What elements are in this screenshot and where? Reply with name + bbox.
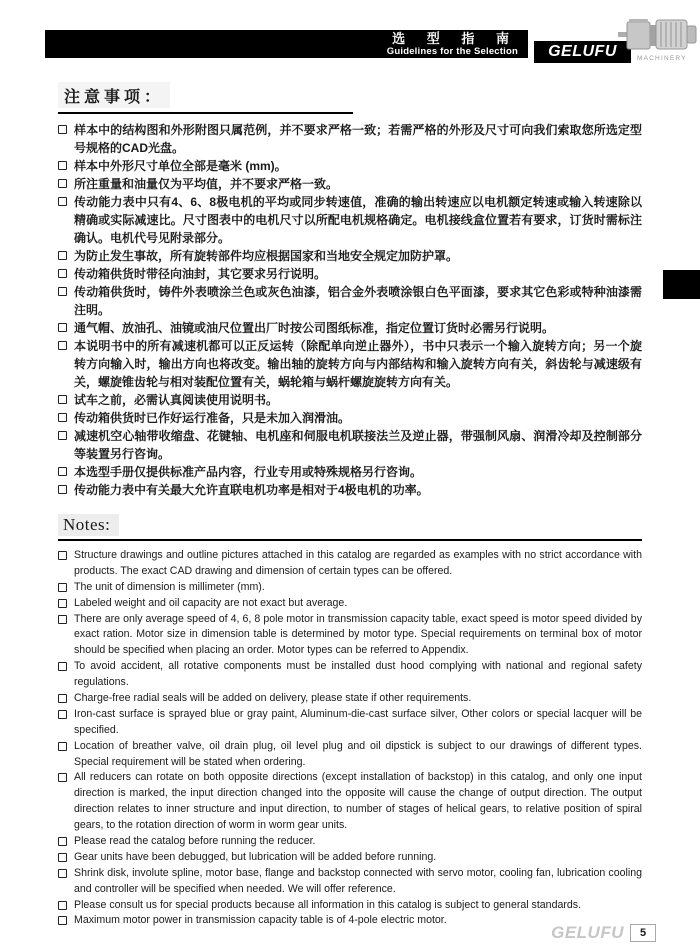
checkbox-bullet-icon — [58, 269, 67, 278]
note-item-cn — [58, 409, 642, 427]
note-item-en-text: Shrink disk, involute spline, motor base, flange and backstop connected with servo motor, cooling fan, lubrication cooling and controller will be specified when needed. We will offer reference. — [74, 866, 642, 895]
note-item-cn-text: 传动箱供货时，铸件外表喷涂兰色或灰色油漆，铝合金外表喷涂银白色平面漆，要求其它色彩或特种油漆需注明。 — [74, 285, 642, 317]
note-item-cn — [58, 193, 642, 247]
note-item-en — [58, 770, 642, 834]
note-item-cn-text: 传动能力表中只有4、6、8极电机的平均或同步转速值，准确的输出转速应以电机额定转速或输入转速除以精确或实际减速比。尺寸图表中的电机尺寸以所配电机规格确定。电机接线盒位置若有要求，订货时需标注确认。电机代号见附录部分。 — [74, 195, 642, 245]
note-item-en — [58, 850, 642, 866]
checkbox-bullet-icon — [58, 251, 67, 260]
note-item-cn — [58, 247, 642, 265]
page-edge-tab — [663, 270, 700, 299]
note-item-cn — [58, 337, 642, 391]
note-item-cn — [58, 121, 642, 157]
checkbox-bullet-icon — [58, 916, 67, 925]
checkbox-bullet-icon — [58, 431, 67, 440]
note-item-en-text: There are only average speed of 4, 6, 8 pole motor in transmission capacity table, exact speed is motor speed divided by exact ration. Motor size in dimension table is determined by motor type. Special requirements on terminal box of motor should be specified when placing an order. Motor types can be referred to Appendix. — [74, 612, 642, 657]
checkbox-bullet-icon — [58, 161, 67, 170]
checkbox-bullet-icon — [58, 853, 67, 862]
note-item-cn-text: 传动箱供货时带径向油封，其它要求另行说明。 — [74, 267, 327, 281]
checkbox-bullet-icon — [58, 583, 67, 592]
note-item-en-text: Structure drawings and outline pictures attached in this catalog are regarded as examples with no strict accordance with products. The exact CAD drawing and dimension of certain types can be offered. — [74, 549, 642, 577]
note-item-en-text: Labeled weight and oil capacity are not exact but average. — [74, 596, 348, 609]
note-item-cn-text: 试车之前，必需认真阅读使用说明书。 — [74, 393, 279, 407]
note-item-en — [58, 659, 642, 691]
checkbox-bullet-icon — [58, 901, 67, 910]
header-title-en: Guidelines for the Selection — [386, 46, 518, 57]
checkbox-bullet-icon — [58, 197, 67, 206]
note-item-cn-text: 传动箱供货时已作好运行准备，只是未加入润滑油。 — [74, 411, 351, 425]
checkbox-bullet-icon — [58, 742, 67, 751]
note-item-en-text: The unit of dimension is millimeter (mm). — [74, 580, 265, 593]
note-item-en — [58, 612, 642, 660]
checkbox-bullet-icon — [58, 773, 67, 782]
note-item-en — [58, 596, 642, 612]
checkbox-bullet-icon — [58, 125, 67, 134]
note-item-en — [58, 691, 642, 707]
note-item-en — [58, 548, 642, 580]
section-title-cn-rule — [58, 82, 353, 114]
page-footer — [551, 923, 656, 943]
notes-list-cn — [58, 121, 642, 499]
note-item-cn-text: 样本中的结构图和外形附图只属范例，并不要求严格一致；若需严格的外形及尺寸可向我们索取您所选定型号规格的CAD光盘。 — [74, 123, 642, 155]
note-item-en — [58, 580, 642, 596]
checkbox-bullet-icon — [58, 662, 67, 671]
note-item-en-text: Location of breather valve, oil drain plug, oil level plug and oil dipstick is subject to our drawings of different types. Special requirement will be stated when ordering. — [74, 739, 642, 768]
checkbox-bullet-icon — [58, 837, 67, 846]
footer-brand-logo: GELUFU — [551, 923, 624, 942]
checkbox-bullet-icon — [58, 485, 67, 494]
checkbox-bullet-icon — [58, 599, 67, 608]
note-item-cn — [58, 265, 642, 283]
note-item-cn-text: 减速机空心轴带收缩盘、花键轴、电机座和伺服电机联接法兰及逆止器，带强制风扇、润滑冷却及控制部分等装置另行咨询。 — [74, 429, 642, 461]
note-item-en-text: All reducers can rotate on both opposite directions (except installation of backstop) in this catalog, and only one input direction is marked, the input direction changed into the opposite will cause the change of output direction. The output direction relates to inner structure and input direction, to number of stages of helical gears, to relative position of spiral gears, to the rotation direction of worm in worm gear units. — [74, 771, 642, 832]
note-item-cn-text: 传动能力表中有关最大允许直联电机功率是相对于4极电机的功率。 — [74, 483, 429, 497]
note-item-cn — [58, 175, 642, 193]
checkbox-bullet-icon — [58, 869, 67, 878]
note-item-cn — [58, 157, 642, 175]
gear-motor-image — [616, 13, 700, 57]
note-item-cn-text: 本选型手册仅提供标准产品内容，行业专用或特殊规格另行咨询。 — [74, 465, 423, 479]
checkbox-bullet-icon — [58, 179, 67, 188]
checkbox-bullet-icon — [58, 615, 67, 624]
note-item-cn — [58, 283, 642, 319]
page-number: 5 — [630, 924, 656, 942]
note-item-cn — [58, 463, 642, 481]
note-item-cn — [58, 319, 642, 337]
header-title-cn: 选 型 指 南 — [392, 31, 518, 46]
note-item-cn — [58, 427, 642, 463]
note-item-en — [58, 898, 642, 914]
section-title-cn: 注意事项： — [58, 82, 170, 108]
note-item-en-text: Maximum motor power in transmission capacity table is of 4-pole electric motor. — [74, 914, 447, 927]
note-item-en-text: Gear units have been debugged, but lubrication will be added before running. — [74, 850, 437, 863]
note-item-en — [58, 834, 642, 850]
checkbox-bullet-icon — [58, 467, 67, 476]
note-item-cn — [58, 481, 642, 499]
brand-logo-text: GELUFU — [548, 43, 617, 60]
note-item-en — [58, 866, 642, 898]
note-item-en-text: Please read the catalog before running the reducer. — [74, 835, 316, 848]
notes-list-en — [58, 548, 642, 929]
note-item-cn-text: 本说明书中的所有减速机都可以正反运转（除配单向逆止器外），书中只表示一个输入旋转方向；另一个旋转方向输入时，输出方向也将改变。输出轴的旋转方向与内部结构和输入旋转方向有关，斜齿轮与减速级有关，螺旋锥齿轮与相对装配位置有关，蜗轮箱与蜗杆螺旋旋转方向有关。 — [74, 339, 642, 389]
checkbox-bullet-icon — [58, 413, 67, 422]
note-item-cn — [58, 391, 642, 409]
note-item-cn-text: 所注重量和油量仅为平均值，并不要求严格一致。 — [74, 177, 339, 191]
note-item-en-text: Please consult us for special products because all information in this catalog is subject to general standards. — [74, 898, 582, 911]
header-title-bar — [45, 30, 528, 58]
checkbox-bullet-icon — [58, 694, 67, 703]
note-item-cn-text: 为防止发生事故，所有旋转部件均应根据国家和当地安全规定加防护罩。 — [74, 249, 459, 263]
note-item-en-text: Charge-free radial seals will be added on delivery, please state if other requirements. — [74, 692, 472, 705]
note-item-en — [58, 739, 642, 771]
checkbox-bullet-icon — [58, 710, 67, 719]
note-item-en — [58, 707, 642, 739]
section-title-en-rule — [58, 514, 642, 541]
note-item-cn-text: 样本中外形尺寸单位全部是毫米 (mm)。 — [74, 159, 287, 173]
note-item-en-text: Iron-cast surface is sprayed blue or gray paint, Aluminum-die-cast surface silver, Other colors or special lacquer will be specified. — [74, 707, 642, 736]
checkbox-bullet-icon — [58, 551, 67, 560]
checkbox-bullet-icon — [58, 341, 67, 350]
checkbox-bullet-icon — [58, 287, 67, 296]
section-title-en: Notes: — [58, 514, 119, 536]
note-item-en-text: To avoid accident, all rotative components must be installed dust hood complying with national and regional safety regulations. — [74, 660, 642, 689]
checkbox-bullet-icon — [58, 323, 67, 332]
page-content — [58, 82, 642, 929]
brand-sub-label: MACHINERY — [637, 55, 687, 62]
checkbox-bullet-icon — [58, 395, 67, 404]
note-item-cn-text: 通气帽、放油孔、油镜或油尺位置出厂时按公司图纸标准，指定位置订货时必需另行说明。 — [74, 321, 555, 335]
